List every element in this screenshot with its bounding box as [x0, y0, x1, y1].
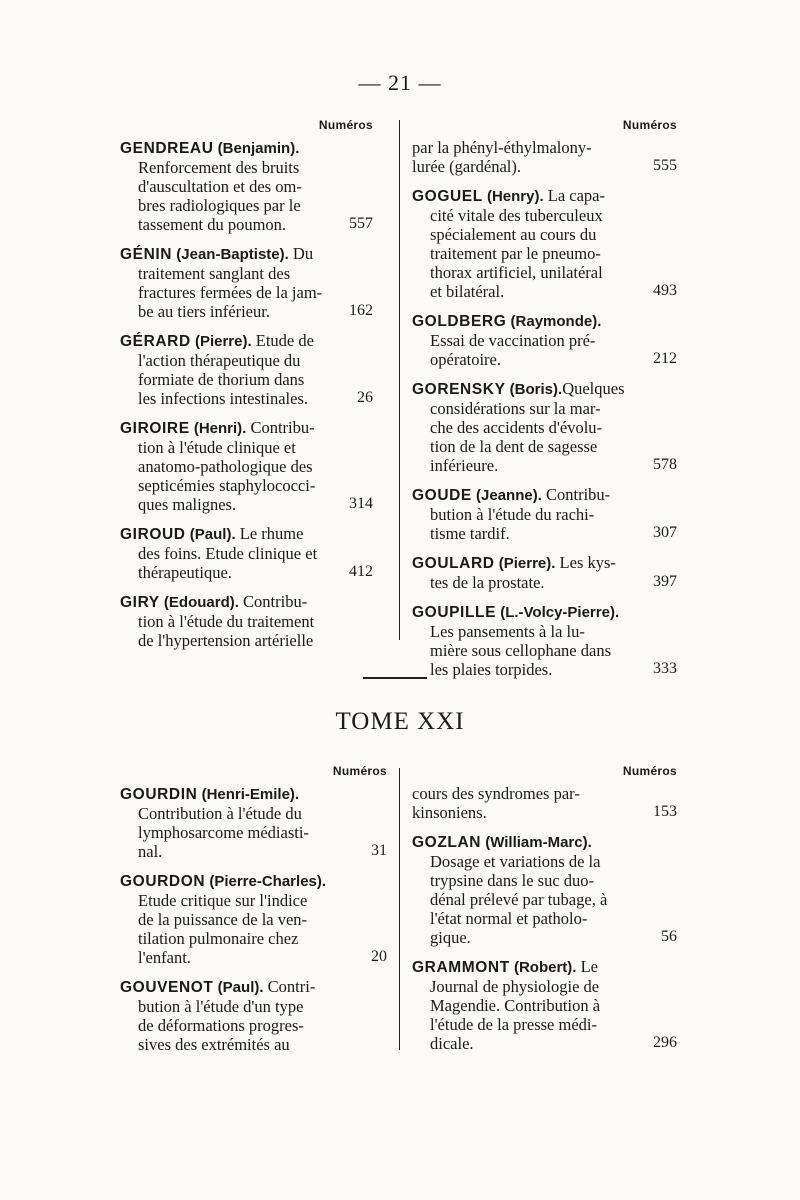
entry-title-line: Etude critique sur l'indice	[138, 891, 308, 910]
entry-title-line: de la puissance de la ven-	[138, 910, 308, 929]
entry-title-line: che des accidents d'évolu-	[430, 418, 603, 437]
entry-title-start: Contribu-	[541, 485, 611, 504]
entry-title-line: mière sous cellophane dans	[430, 641, 611, 660]
index-entry	[120, 418, 373, 514]
entry-title-line: cité vitale des tuberculeux	[430, 206, 603, 225]
thesis-number: 333	[653, 660, 677, 677]
author-surname: GOLDBERG	[412, 313, 507, 330]
entry-title-line: thérapeutique.	[138, 563, 232, 582]
entry-title-line: l'action thérapeutique du	[138, 351, 301, 370]
author-given-names: (Robert).	[509, 959, 577, 976]
author-given-names: (Pierre-Charles).	[205, 873, 327, 890]
entry-title-line: fractures fermées de la jam-	[138, 283, 323, 302]
thesis-number: 26	[357, 389, 373, 406]
entry-heading-line	[120, 138, 373, 158]
entry-title-line: l'état normal et patholo-	[430, 909, 588, 928]
entry-title-line: tes de la prostate.	[430, 573, 545, 592]
author-surname: GOZLAN	[412, 834, 482, 851]
author-given-names: (Paul).	[213, 979, 264, 996]
entry-title-line: Renforcement des bruits	[138, 158, 300, 177]
column-divider-bottom	[399, 768, 400, 1050]
entry-heading-line	[412, 553, 677, 573]
thesis-number: 296	[653, 1034, 677, 1051]
author-surname: GOUVENOT	[120, 979, 214, 996]
top-right-column	[412, 118, 677, 689]
entry-title-line: anatomo-pathologique des	[138, 457, 313, 476]
author-surname: GIROUD	[120, 526, 186, 543]
thesis-number: 314	[349, 495, 373, 512]
entry-heading-line	[412, 379, 677, 399]
index-entry	[412, 485, 677, 543]
column-header: Numéros	[318, 118, 373, 132]
entry-title-start: La capa-	[543, 186, 605, 205]
bottom-left-column	[120, 764, 387, 1064]
author-given-names: (Henri-Emile).	[197, 786, 300, 803]
author-surname: GRAMMONT	[412, 959, 510, 976]
author-given-names: (Henry).	[482, 188, 544, 205]
entry-title-line: tion de la dent de sagesse	[430, 437, 598, 456]
entry-title-start: Du	[288, 244, 314, 263]
entry-title-line: l'étude de la presse médi-	[430, 1015, 597, 1034]
entry-title-line: Dosage et variations de la	[430, 852, 601, 871]
thesis-number: 412	[349, 563, 373, 580]
thesis-number: 397	[653, 573, 677, 590]
entry-heading-line	[412, 957, 677, 977]
author-surname: GOULARD	[412, 555, 495, 572]
thesis-number: 153	[653, 803, 677, 820]
entry-title-line: Contribution à l'étude du	[138, 804, 302, 823]
top-left-column	[120, 118, 373, 660]
index-entry	[412, 379, 677, 475]
author-given-names: (Paul).	[185, 526, 236, 543]
entry-title-line: les infections intestinales.	[138, 389, 309, 408]
column-header: Numéros	[332, 764, 387, 778]
entry-title-line: dicale.	[430, 1034, 474, 1053]
column-divider-top	[399, 120, 400, 640]
author-given-names: (Pierre).	[190, 333, 252, 350]
thesis-number: 493	[653, 282, 677, 299]
entry-title-line: be au tiers inférieur.	[138, 302, 270, 321]
entry-heading-line	[412, 311, 677, 331]
index-entry	[120, 524, 373, 582]
entry-title-line: tion à l'étude du traitement	[138, 612, 315, 631]
thesis-number: 555	[653, 157, 677, 174]
entry-title-line: cours des syndromes par-	[412, 784, 580, 803]
index-entry	[120, 784, 387, 861]
thesis-number: 578	[653, 456, 677, 473]
thesis-number: 162	[349, 302, 373, 319]
index-entry	[120, 138, 373, 234]
entry-title-line: nal.	[138, 842, 163, 861]
author-given-names: (Boris).	[505, 381, 563, 398]
entry-title-line: tilation pulmonaire chez	[138, 929, 299, 948]
entry-title-line: ques malignes.	[138, 495, 237, 514]
page-number: — 21 —	[358, 70, 442, 95]
thesis-number: 212	[653, 350, 677, 367]
entry-title-line: lymphosarcome médiasti-	[138, 823, 309, 842]
author-surname: GOUDE	[412, 487, 472, 504]
index-entry	[412, 784, 677, 822]
entry-title-line: bution à l'étude d'un type	[138, 997, 304, 1016]
entry-title-line: Journal de physiologie de	[430, 977, 600, 996]
entry-title-line: septicémies staphylococci-	[138, 476, 316, 495]
entry-heading-line	[120, 418, 373, 438]
entry-title-line: kinsoniens.	[412, 803, 487, 822]
author-given-names: (Raymonde).	[506, 313, 602, 330]
author-given-names: (William-Marc).	[481, 834, 592, 851]
entry-title-line: l'enfant.	[138, 948, 191, 967]
section-divider	[363, 677, 427, 679]
entry-title-line: tassement du poumon.	[138, 215, 287, 234]
entry-title-line: sives des extrémités au	[138, 1035, 290, 1054]
entry-title-line: traitement sanglant des	[138, 264, 291, 283]
index-entry	[120, 977, 387, 1054]
entry-title-start: Quelques	[562, 379, 625, 398]
entry-title-start: Etude de	[251, 331, 314, 350]
entry-heading-line	[120, 244, 373, 264]
author-surname: GOURDIN	[120, 786, 198, 803]
entry-heading-line	[120, 331, 373, 351]
entry-heading-line	[120, 592, 373, 612]
entry-title-line: lurée (gardénal).	[412, 157, 522, 176]
entry-title-start: Contribu-	[238, 592, 308, 611]
entry-title-line: Les pansements à la lu-	[430, 622, 585, 641]
entry-title-line: considérations sur la mar-	[430, 399, 601, 418]
entry-title-line: gique.	[430, 928, 471, 947]
thesis-number: 20	[371, 948, 387, 965]
index-entry	[412, 832, 677, 947]
author-surname: GENDREAU	[120, 140, 214, 157]
entry-title-line: bution à l'étude du rachi-	[430, 505, 595, 524]
entry-title-line: Magendie. Contribution à	[430, 996, 601, 1015]
entry-title-line: spécialement au cours du	[430, 225, 597, 244]
bottom-right-column	[412, 764, 677, 1063]
entry-heading-line	[120, 784, 387, 804]
entry-title-line: traitement par le pneumo-	[430, 244, 601, 263]
entry-title-start: Contri-	[263, 977, 316, 996]
entry-title-line: formiate de thorium dans	[138, 370, 305, 389]
entry-heading-line	[412, 602, 677, 622]
column-header: Numéros	[622, 764, 677, 778]
index-entry	[412, 138, 677, 176]
thesis-number: 31	[371, 842, 387, 859]
author-given-names: (Benjamin).	[213, 140, 300, 157]
entry-heading-line	[412, 186, 677, 206]
index-entry	[120, 331, 373, 408]
author-given-names: (Henri).	[189, 420, 247, 437]
entry-title-start: Contribu-	[246, 418, 315, 437]
entry-title-start: Le rhume	[235, 524, 304, 543]
author-given-names: (Pierre).	[494, 555, 556, 572]
author-given-names: (Edouard).	[159, 594, 239, 611]
entry-heading-line	[120, 524, 373, 544]
author-surname: GOGUEL	[412, 188, 483, 205]
thesis-number: 56	[661, 928, 677, 945]
index-entry	[412, 186, 677, 301]
author-surname: GORENSKY	[412, 381, 506, 398]
entry-title-line: dénal prélevé par tubage, à	[430, 890, 608, 909]
entry-title-line: tion à l'étude clinique et	[138, 438, 296, 457]
entry-title-line: par la phényl-éthylmalony-	[412, 138, 592, 157]
index-entry	[412, 957, 677, 1053]
entry-title-line: opératoire.	[430, 350, 502, 369]
column-header: Numéros	[622, 118, 677, 132]
author-surname: GIROIRE	[120, 420, 190, 437]
author-surname: GOUPILLE	[412, 604, 497, 621]
index-entry	[412, 553, 677, 592]
entry-title-line: trypsine dans le suc duo-	[430, 871, 595, 890]
entry-title-line: de l'hypertension artérielle	[138, 631, 314, 650]
entry-heading-line	[412, 832, 677, 852]
thesis-number: 307	[653, 524, 677, 541]
index-entry	[120, 871, 387, 967]
entry-title-line: inférieure.	[430, 456, 499, 475]
entry-title-start: Le	[576, 957, 598, 976]
entry-heading-line	[120, 871, 387, 891]
entry-heading-line	[120, 977, 387, 997]
entry-title-line: thorax artificiel, unilatéral	[430, 263, 603, 282]
entry-title-line: bres radiologiques par le	[138, 196, 301, 215]
entry-title-start: Les kys-	[555, 553, 616, 572]
author-surname: GÉNIN	[120, 246, 173, 263]
entry-title-line: Essai de vaccination pré-	[430, 331, 596, 350]
author-given-names: (Jean-Baptiste).	[172, 246, 289, 263]
entry-title-line: d'auscultation et des om-	[138, 177, 302, 196]
section-title: TOME XXI	[335, 708, 465, 735]
entry-heading-line	[412, 485, 677, 505]
thesis-number: 557	[349, 215, 373, 232]
entry-title-line: tisme tardif.	[430, 524, 510, 543]
index-entry	[120, 592, 373, 650]
author-surname: GOURDON	[120, 873, 206, 890]
entry-title-line: et bilatéral.	[430, 282, 505, 301]
author-given-names: (Jeanne).	[471, 487, 542, 504]
entry-title-line: de déformations progres-	[138, 1016, 304, 1035]
entry-title-line: les plaies torpides.	[430, 660, 553, 679]
index-entry	[412, 602, 677, 679]
entry-title-line: des foins. Etude clinique et	[138, 544, 318, 563]
author-surname: GIRY	[120, 594, 160, 611]
author-given-names: (L.-Volcy-Pierre).	[496, 604, 620, 621]
author-surname: GÉRARD	[120, 333, 191, 350]
index-entry	[412, 311, 677, 369]
index-entry	[120, 244, 373, 321]
